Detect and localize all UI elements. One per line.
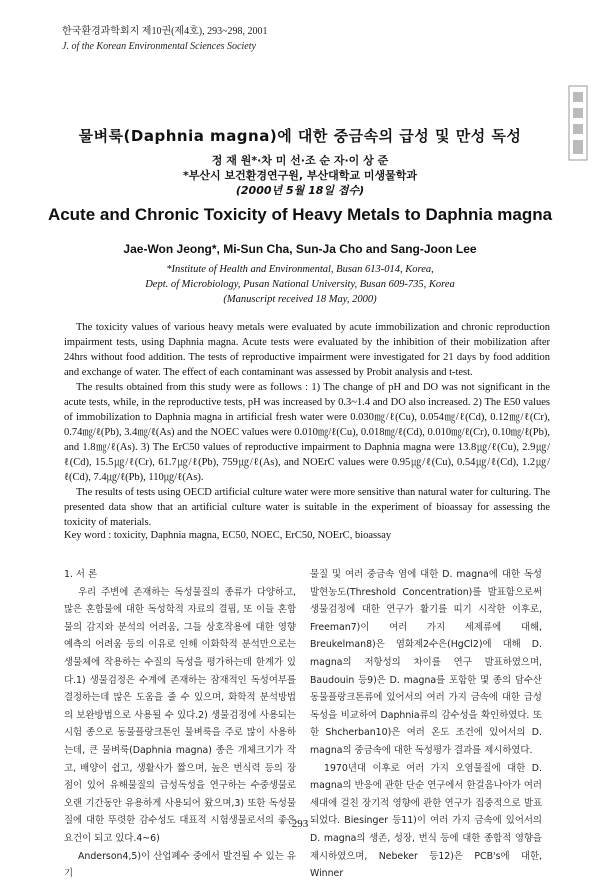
section-heading: 1. 서 론 xyxy=(64,569,98,580)
title-korean: 물벼룩(Daphnia magna)에 대한 중금속의 급성 및 만성 독성 xyxy=(78,127,522,145)
journal-name-en: J. of the Korean Environmental Sciences Society xyxy=(62,41,256,52)
abstract-paragraph: The toxicity values of various heavy metals were evaluated by acute immobilization and chronic reproduction impairment tests, using Daphnia magna. Acute tests were evaluated by the inhibition of their mobilization after 24hrs without food addition. The tests of reproductive impairment were investigated for 21 days by food addition and exchange of water. The effect of each contaminant was assessed by Probit analysis and t-test. xyxy=(64,322,550,378)
manuscript-received: (Manuscript received 18 May, 2000) xyxy=(223,294,377,305)
page-number: 293 xyxy=(291,818,309,830)
keywords: Key word : toxicity, Daphnia magna, EC50, NOEC, ErC50, NOErC, bioassay xyxy=(64,530,392,541)
body-paragraph: 물질 및 여러 중금속 염에 대한 D. magna에 대한 독성발현농도(Threshold Concentration)를 발표함으로써 생물검정에 대한 연구가 활기를 띠기 시작한 이후로, Freeman7)이 여러 가지 세제류에 대해, Breukelman8)은 염화제2수은(HgCl2)에 대해 D. magna의 저항성의 차이를 연구 발표하였으며, Baudouin 등9)은 D. magna를 포함한 몇 종의 담수산 동물플랑크톤류에 있어서의 여러 가지 금속에 대한 급성 독성을 비교하여 Daphnia류의 감수성을 확인하였다. 또한 Shcherban10)은 여러 온도 조건에 있어서의 D. magna의 중금속에 대한 독성평가 결과를 제시하였다. xyxy=(310,569,542,756)
body-paragraph: 1970년대 이후로 여러 가지 오염물질에 대한 D. magna의 반응에 관한 단순 연구에서 한걸음나아가 여러 세대에 걸친 장기적 영향에 관한 연구가 집중적으로 발표되었다. Biesinger 등11)이 여러 가지 금속에 있어서의 D. magna의 생존, 성장, 번식 등에 대한 종합적 영향을 제시하였으며, Nebeker 등12)은 PCB's에 대한, Winner xyxy=(310,762,542,880)
abstract xyxy=(64,320,550,530)
received-date-korean: (2000년 5월 18일 접수) xyxy=(235,184,365,197)
journal-header xyxy=(62,24,268,54)
affiliation-korean: *부산시 보건환경연구원, 부산대학교 미생물학과 xyxy=(183,169,417,182)
authors-english: Jae-Won Jeong*, Mi-Sun Cha, Sun-Ja Cho and Sang-Joon Lee xyxy=(123,242,477,256)
authors-korean-block xyxy=(0,153,600,198)
authors-korean: 정 재 원*·차 미 선·조 순 자·이 상 준 xyxy=(211,154,389,167)
title-english: Acute and Chronic Toxicity of Heavy Metals to Daphnia magna xyxy=(47,205,553,224)
body-column-left xyxy=(64,566,296,883)
journal-citation: 한국환경과학회지 제10권(제4호), 293~298, 2001 xyxy=(62,26,268,37)
affiliation-line: Dept. of Microbiology, Pusan National University, Busan 609-735, Korea xyxy=(145,279,455,290)
affiliation-line: *Institute of Health and Environmental, Busan 613-014, Korea, xyxy=(166,264,434,275)
body-column-right xyxy=(310,566,542,883)
abstract-paragraph: The results obtained from this study were as follows : 1) The change of pH and DO was not significant in the acute tests, while, in the reproductive tests, pH was increased by 0.3~1.4 and DO also increased. 2) The E50 values of immobilization to Daphnia magna in artificial fresh water were 0.030㎎/ℓ(Cu), 0.054㎎/ℓ(Cd), 0.12㎎/ℓ(Cr), 0.74㎎/ℓ(Pb), 3.4㎎/ℓ(As) and the NOEC values were 0.010㎎/ℓ(Cu), 0.018㎎/ℓ(Cd), 0.010㎎/ℓ(Cr), 0.10㎎/ℓ(Pb), and 1.8㎎/ℓ(As). 3) The ErC50 values of reproductive impairment to Daphnia magna were 13.8㎍/ℓ(Cu), 2.9㎍/ℓ(Cd), 15.5㎍/ℓ(Cr), 61.7㎍/ℓ(Pb), 759㎍/ℓ(As), and NOErC values were 0.95㎍/ℓ(Cu), 0.54㎍/ℓ(Cd), 1.2㎍/ℓ(Cd), 7.4㎍/ℓ(Pb), 110㎍/ℓ(As). xyxy=(64,382,550,483)
body-paragraph: Anderson4,5)이 산업폐수 중에서 발견될 수 있는 유기 xyxy=(64,850,296,880)
library-stamp xyxy=(563,84,593,162)
abstract-paragraph: The results of tests using OECD artificial culture water were more sensitive than natural water for culturing. The presented data show that an artificial culture water is suitable in the experiment of bioassay for assessing the toxicity of materials. xyxy=(64,487,550,528)
affiliations-english xyxy=(0,262,600,307)
body-paragraph: 우리 주변에 존재하는 독성물질의 종류가 다양하고, 많은 혼합물에 대한 독성학적 자료의 결핍, 또 이들 혼합물의 감지와 분석의 어려움, 그들 상호작용에 대한 영향 예측의 어려움 등의 이유로 인해 이화학적 분석만으로는 생물체에 작용하는 수질의 독성을 평가하는데 한계가 있다.1) 생물검정은 수계에 존재하는 잠재적인 독성여부를 결정하는데 많은 도움을 줄 수 있으며, 화학적 분석방법의 보완방법으로 사용될 수 있다.2) 생물검정에 사용되는 시험 종으로 동물플랑크톤인 물벼룩을 주로 많이 사용하는데, 큰 물벼룩(Daphnia magna) 종은 개체크기가 작고, 배양이 쉽고, 생활사가 짧으며, 높은 번식력 등의 장점이 있어 유해물질의 급성독성을 연구하는 수중생물로 오랜 기간동안 유용하게 사용되어 왔으며,3) 또한 독성물질에 대한 뚜렷한 감수성도 대표적 시험생물로서의 좋은 요건이 되고 있다.4~6) xyxy=(64,586,296,844)
